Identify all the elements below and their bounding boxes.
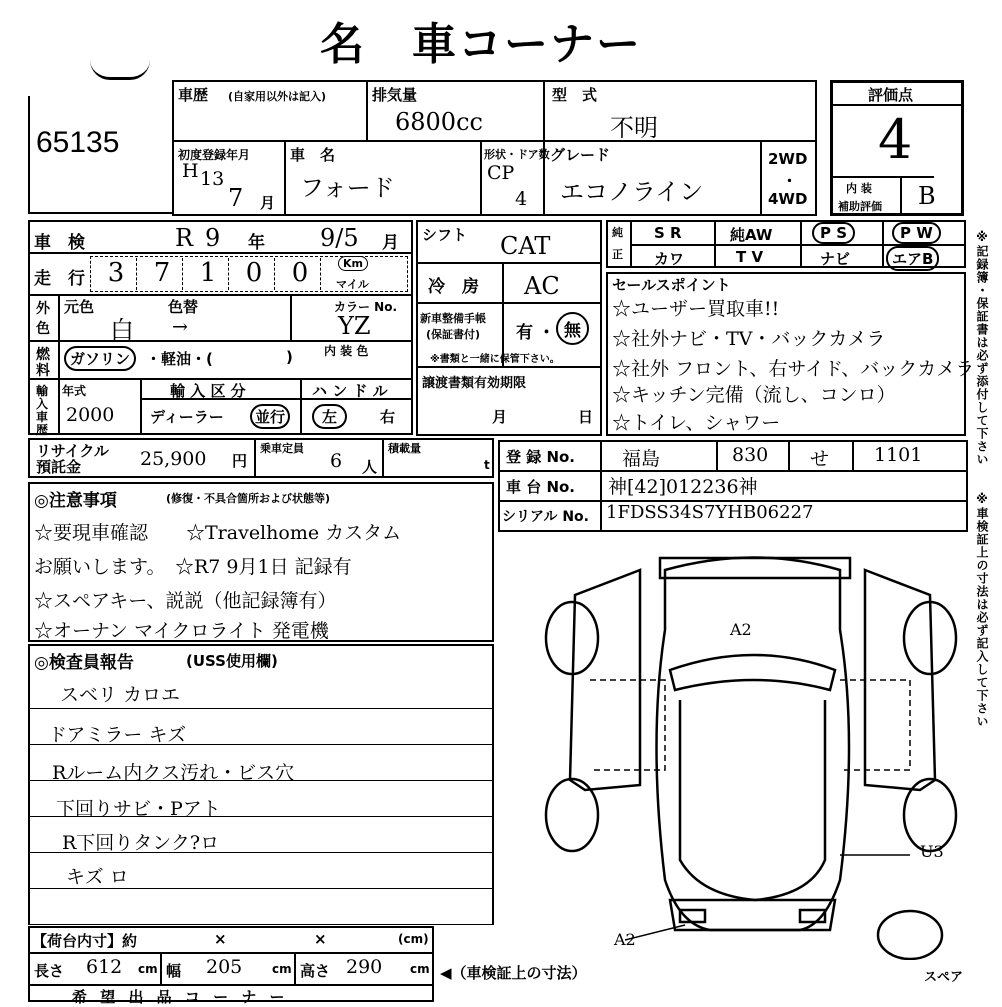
length-value: 612 [86,956,123,978]
width-value: 205 [206,956,243,978]
first-reg-month-unit: 月 [260,194,276,212]
diagram-a2-top: A2 [730,620,752,639]
inspector-line-0: スベリ カロエ [60,684,181,706]
equip-navi: ナビ [820,250,851,268]
capacity-label: 乗車定員 [260,442,304,455]
width-label: 幅 [166,962,182,980]
capacity-unit: 人 [362,458,378,476]
score-value: 4 [878,108,913,171]
dims-note: ◀（車検証上の寸法） [440,964,587,982]
grade-label: グレード [550,146,611,164]
inspection-month: 9/5 [320,224,359,252]
corner-mark [90,55,150,80]
serial-value: 1FDSS34S7YHB06227 [606,502,814,523]
diagram-spare: スペア [924,970,964,985]
notes-line-3: ☆オーナン マイクロライト 発電機 [34,620,329,642]
load-unit: t [484,458,490,472]
inspector-sub: (USS使用欄) [186,652,278,670]
registration-class: 830 [732,444,769,466]
ruled-line [28,708,494,709]
fuel-gasoline: ガソリン [64,346,136,371]
equip-pw: P W [892,222,941,244]
interior-label-2: 補助評価 [838,200,882,213]
manual-yes: 有 [516,323,533,343]
drive-dot: ・ [782,172,798,190]
transfer-month: 月 [492,408,508,426]
mileage-unit-mile: マイル [336,278,369,291]
handle-right: 右 [380,408,396,426]
sales-item-3: ☆キッチン完備（流し、コンロ） [612,384,896,406]
chassis-label: 車 台 No. [506,478,576,496]
cargo-unit: (cm) [398,932,429,946]
notes-line-1: お願いします。 ☆R7 9月1日 記録有 [34,556,352,578]
sales-label: セールスポイント [612,276,731,294]
equip-sr: S R [654,224,682,242]
displacement-label: 排気量 [372,86,418,104]
lot-box [28,96,173,214]
equip-tv: T V [736,248,764,266]
color-orig-label: 元色 [64,298,95,316]
page-title: 名 車コーナー [320,19,642,70]
diagram-u3: U3 [920,842,944,861]
inspector-line-2: Rルーム内クス汚れ・ビス穴 [52,762,295,784]
notes-sub: (修復・不具合箇所および状態等) [166,492,331,505]
manual-note: ※書類と一緒に保管下さい。 [430,354,560,365]
import-side-2: 車 [36,410,49,424]
chassis-value: 神[42]012236神 [608,476,758,498]
mileage-unit-km: Km [338,256,368,271]
height-label: 高さ [300,962,331,980]
import-dealer: ディーラー [150,408,224,426]
equip-leather: カワ [654,250,685,268]
color-side-1: 外 [36,301,50,317]
diagram-a2-bottom: A2 [614,930,636,949]
import-parallel: 並行 [250,404,290,429]
interior-value: B [918,182,936,210]
grade-value: エコノライン [560,178,704,206]
first-reg-label: 初度登録年月 [178,148,251,162]
equip-aw: 純AW [730,226,773,244]
equipment-label-1: 純 [612,226,623,239]
ac-value: AC [524,272,560,300]
model-label: 型 式 [552,86,598,104]
capacity-value: 6 [330,450,343,472]
color-code-value: YZ [338,312,371,340]
body-doors: 4 [515,188,528,210]
mileage-digit: 7 [142,258,183,290]
sales-item-0: ☆ユーザー買取車!! [612,298,780,320]
sales-item-4: ☆トイレ、シャワー [612,412,781,434]
side-note-top: ※記録簿・保証書は必ず添付して下さい [975,230,989,466]
import-class-label: 輸 入 区 分 [170,382,246,400]
fuel-close: ) [286,348,293,366]
height-value: 290 [346,956,383,978]
equipment-label-2: 正 [612,248,623,261]
shift-value: CAT [500,232,551,260]
handle-left: 左 [312,404,347,429]
cargo-x2: × [314,930,327,948]
displacement-value: 6800cc [395,108,483,136]
import-side-1: 入 [36,397,49,411]
shift-label: シフト [422,226,468,244]
color-orig-value: 白 [110,316,134,344]
inspector-line-3: 下回りサビ・Pアト [56,798,221,820]
inspector-line-5: キズ ロ [66,866,129,888]
history-sub: (自家用以外は記入) [228,90,327,103]
transfer-label: 譲渡書類有効期限 [422,376,527,391]
handle-label: ハ ン ド ル [312,382,388,400]
recycle-value: 25,900 [140,448,207,470]
height-unit: cm [410,962,430,976]
import-side-3: 歴 [36,423,49,437]
mileage-digit: 0 [234,258,275,290]
manual-no: 無 [556,312,589,345]
registration-region: 福島 [622,448,661,470]
mileage-label: 走 行 [34,269,85,289]
inspection-label: 車 検 [34,233,85,253]
inspector-line-4: R下回りタンク?ロ [62,832,220,854]
ac-label: 冷 房 [428,277,479,297]
color-change-label: 色替 [168,298,199,316]
inspector-label: ◎検査員報告 [34,653,134,673]
first-reg-era: H [182,160,199,182]
length-unit: cm [138,962,158,976]
recycle-label-1: リサイクル [36,442,109,460]
fuel-side-2: 料 [36,363,50,379]
body-doors-label: 形状・ドア数 [484,148,550,161]
drive-4wd: 4WD [768,190,808,208]
manual-label-1: 新車整備手帳 [420,312,486,325]
registration-kana: せ [810,448,830,470]
ruled-line [28,924,494,925]
recycle-unit: 円 [232,452,248,470]
bottom-label: 希 望 出 品 コ ー ナ ー [72,988,289,1006]
cargo-x1: × [214,930,227,948]
import-year-value: 2000 [66,404,115,426]
fuel-diesel: ・軽油・( [146,350,213,368]
mileage-digit: 3 [96,258,137,290]
body-shape: CP [487,162,515,184]
manual-sep: ・ [538,323,555,343]
recycle-label-2: 預託金 [36,458,82,476]
serial-label: シリアル No. [502,509,589,525]
vehicle-diagram [540,540,960,960]
lot-number: 65135 [36,126,120,159]
interior-label-1: 内 装 [846,182,872,195]
cargo-label: 【荷台内寸】約 [32,932,138,950]
color-side-2: 色 [36,321,50,337]
drive-2wd: 2WD [768,150,808,168]
history-label: 車歴 [178,86,209,104]
inspection-era: R [175,224,194,252]
color-code-label: カラー No. [334,300,398,314]
inspection-year: 9 [205,224,221,252]
registration-label: 登 録 No. [506,448,576,466]
notes-line-2: ☆スペアキー、説説（他記録簿有） [34,590,337,612]
car-name-value: フォード [300,174,395,202]
sales-item-2: ☆社外 フロント、右サイド、バックカメラ [612,358,975,380]
mileage-digit: 1 [188,258,229,290]
car-name-label: 車 名 [290,146,336,164]
model-value: 不明 [610,114,658,142]
import-year-label: 年式 [62,384,87,398]
notes-label: ◎注意事項 [34,491,117,511]
sales-item-1: ☆社外ナビ・TV・バックカメラ [612,328,886,350]
inspection-year-unit: 年 [248,233,265,253]
first-reg-month: 7 [228,184,244,212]
import-side-0: 輸 [36,384,49,398]
registration-number: 1101 [874,444,923,466]
interior-color-label: 内 装 色 [324,344,369,358]
notes-line-0: ☆要現車確認 ☆Travelhome カスタム [34,522,402,544]
load-label: 積載量 [388,442,421,455]
inspector-line-1: ドアミラー キズ [48,724,187,746]
color-change-value: → [172,316,188,338]
side-note-bottom: ※車検証上の寸法は必ず記入して下さい [975,492,989,728]
first-reg-year: 13 [200,168,225,190]
mileage-digit: 0 [280,258,321,290]
score-label: 評価点 [868,86,914,104]
length-label: 長さ [34,962,65,980]
inspection-month-unit: 月 [382,233,399,253]
equip-airbag: エアB [886,246,939,271]
fuel-side-1: 燃 [36,347,50,363]
equip-ps: P S [812,222,855,244]
width-unit: cm [272,962,292,976]
manual-label-2: (保証書付) [426,328,481,341]
transfer-day: 日 [578,408,594,426]
